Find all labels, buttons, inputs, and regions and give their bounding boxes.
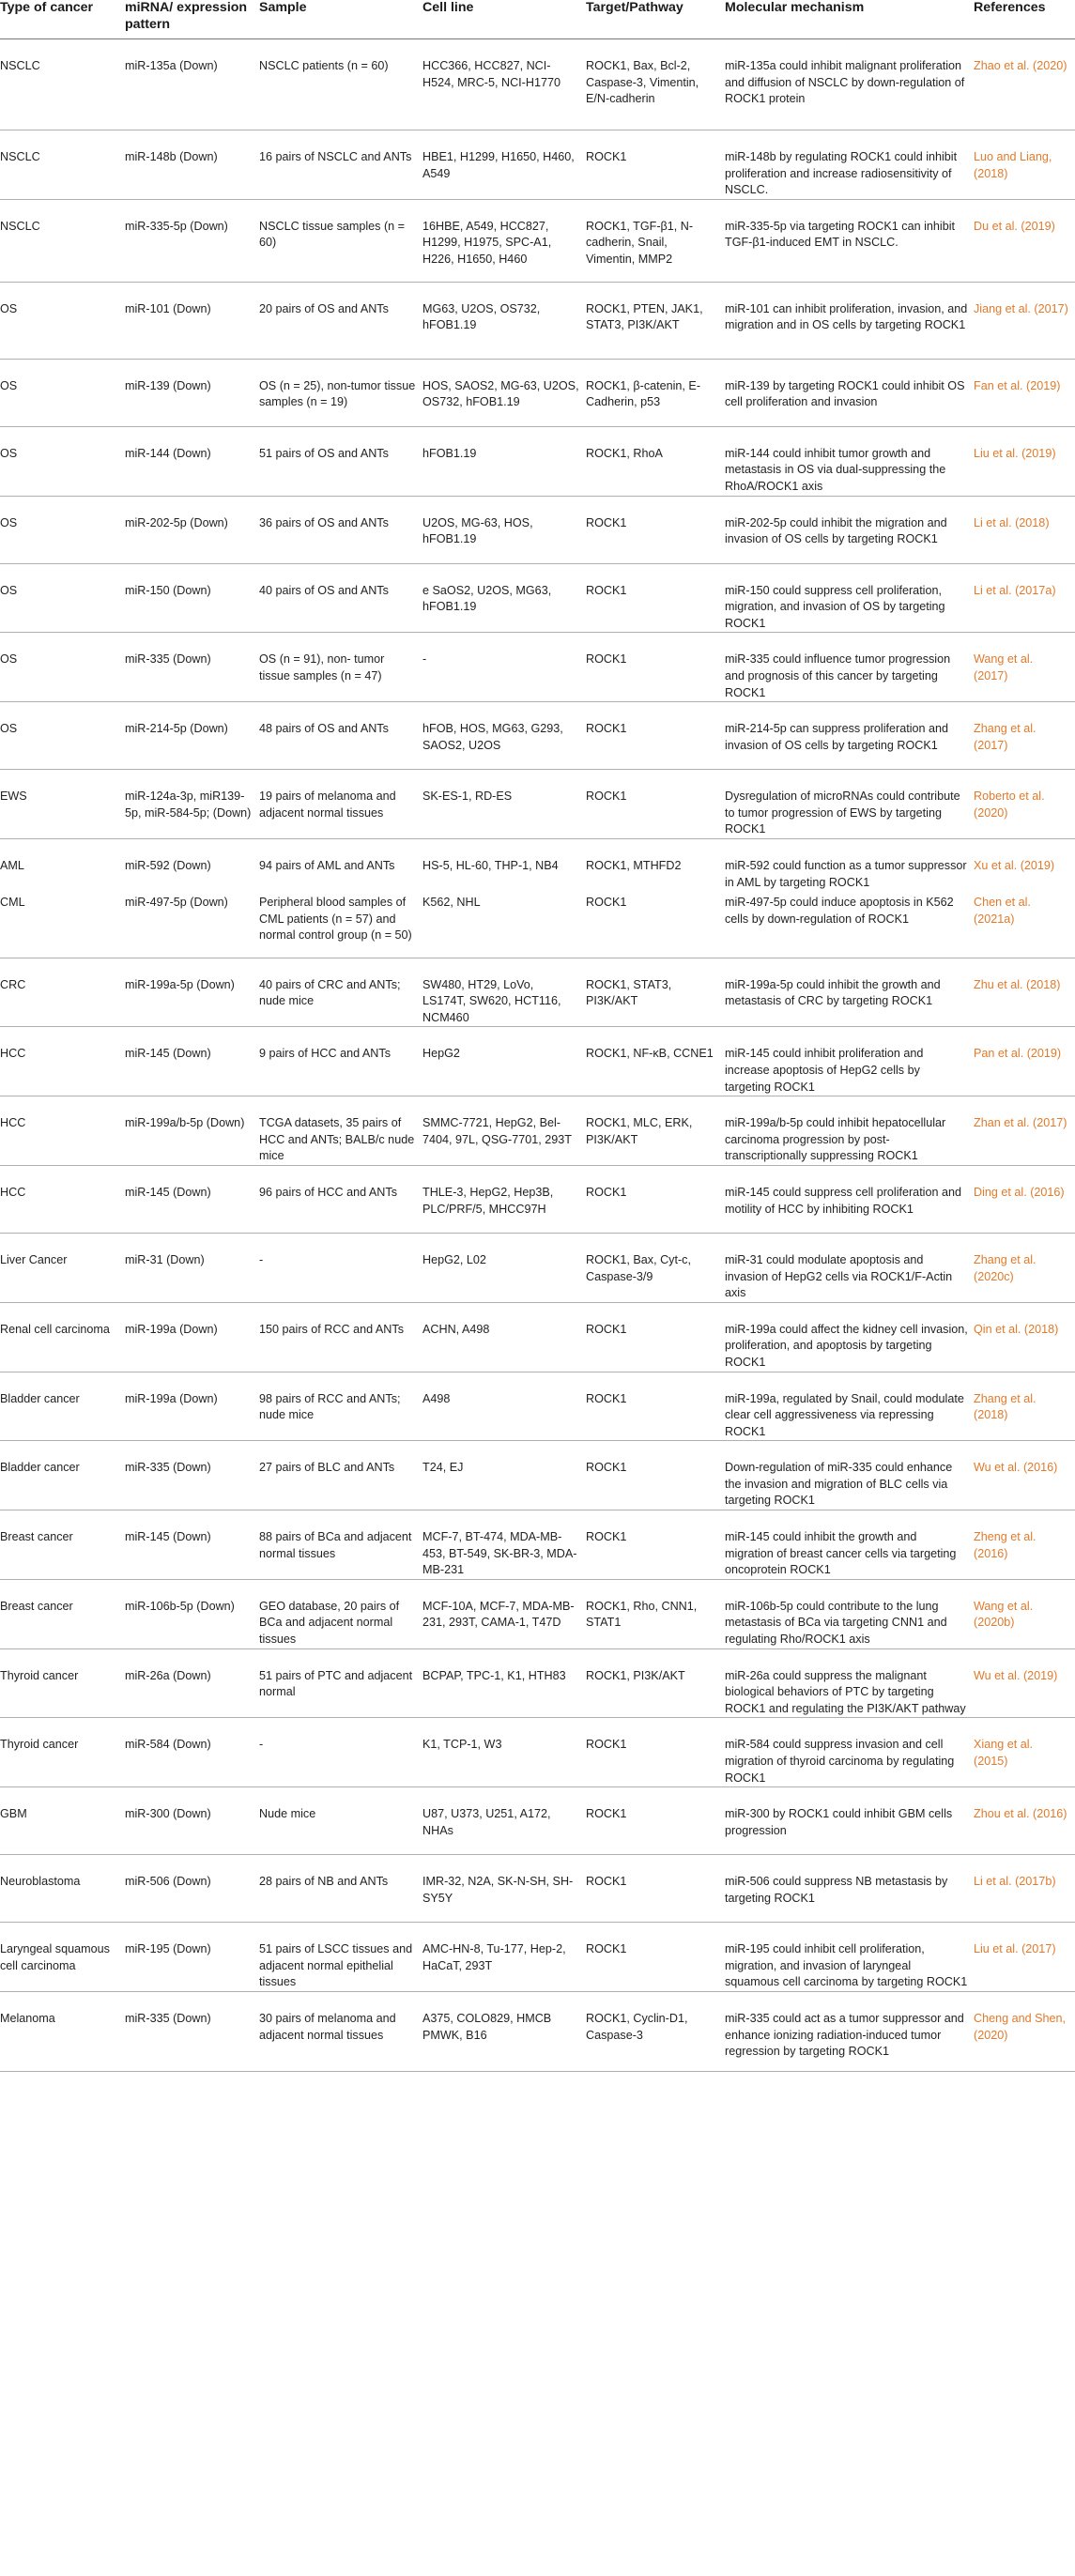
header-target-pathway: Target/Pathway xyxy=(586,0,725,39)
cell-sample: 51 pairs of LSCC tissues and adjacent normal epithelial tissues xyxy=(259,1923,422,1992)
cell-cell-line: HepG2 xyxy=(422,1027,586,1096)
cell-sample: TCGA datasets, 35 pairs of HCC and ANTs; BALB/c nude mice xyxy=(259,1096,422,1166)
table-row xyxy=(0,1233,1075,1302)
cell-cell-line: IMR-32, N2A, SK-N-SH, SH-SY5Y xyxy=(422,1855,586,1923)
cell-sample: 94 pairs of AML and ANTs xyxy=(259,858,395,872)
cell-mechanism: miR-199a, regulated by Snail, could modulate clear cell aggressiveness via repressing ROCK1 xyxy=(725,1372,974,1441)
cell-target: ROCK1 xyxy=(586,130,725,200)
cell-cell-line: SK-ES-1, RD-ES xyxy=(422,770,586,839)
cell-mechanism: miR-148b by regulating ROCK1 could inhibit proliferation and increase radiosensitivity of NSCLC. xyxy=(725,130,974,200)
cell-sample: 150 pairs of RCC and ANTs xyxy=(259,1302,422,1372)
cell-mechanism: miR-135a could inhibit malignant proliferation and diffusion of NSCLC by down-regulation of ROCK1 protein xyxy=(725,39,974,130)
cell-mechanism: miR-199a could affect the kidney cell invasion, proliferation, and apoptosis by targeting ROCK1 xyxy=(725,1302,974,1372)
cell-target: ROCK1 xyxy=(586,633,725,702)
cell-reference[interactable]: Chen et al. (2021a) xyxy=(974,891,1075,958)
cell-target: ROCK1 xyxy=(586,1441,725,1510)
cell-mechanism: miR-26a could suppress the malignant biological behaviors of PTC by targeting ROCK1 and regulating the PI3K/AKT pathway xyxy=(725,1648,974,1718)
cell-target: ROCK1 xyxy=(586,1718,725,1787)
cell-mechanism: Dysregulation of microRNAs could contribute to tumor progression of EWS by targeting ROCK1 xyxy=(725,770,974,839)
cell-type-of-cancer: OS xyxy=(0,563,125,633)
table-row xyxy=(0,838,1075,891)
cell-reference[interactable]: Zhang et al. (2020c) xyxy=(974,1233,1075,1302)
cell-reference[interactable]: Liu et al. (2019) xyxy=(974,426,1075,496)
cell-mechanism: miR-202-5p could inhibit the migration and invasion of OS cells by targeting ROCK1 xyxy=(725,496,974,563)
cell-target: ROCK1, PTEN, JAK1, STAT3, PI3K/AKT xyxy=(586,282,725,359)
table-row xyxy=(0,39,1075,130)
cell-reference[interactable]: Li et al. (2017a) xyxy=(974,563,1075,633)
cell-type-of-cancer: OS xyxy=(0,496,125,563)
cell-mirna: miR-145 (Down) xyxy=(125,1027,259,1096)
cell-mirna: miR-335-5p (Down) xyxy=(125,199,259,282)
cell-mechanism: miR-144 could inhibit tumor growth and metastasis in OS via dual-suppressing the RhoA/ROCK1 axis xyxy=(725,426,974,496)
cell-cell-line: MCF-7, BT-474, MDA-MB-453, BT-549, SK-BR-3, MDA-MB-231 xyxy=(422,1510,586,1580)
cell-cell-line: A375, COLO829, HMCB PMWK, B16 xyxy=(422,1991,586,2071)
cell-type-of-cancer: OS xyxy=(0,359,125,426)
cell-mirna: miR-139 (Down) xyxy=(125,359,259,426)
cell-cell-line: MCF-10A, MCF-7, MDA-MB-231, 293T, CAMA-1, T47D xyxy=(422,1579,586,1648)
cell-cell-line: A498 xyxy=(422,1372,586,1441)
table-row xyxy=(0,1027,1075,1096)
cell-mirna: miR-506 (Down) xyxy=(125,1855,259,1923)
cell-target: ROCK1 xyxy=(586,496,725,563)
cell-cell-line: BCPAP, TPC-1, K1, HTH83 xyxy=(422,1648,586,1718)
cell-mirna: miR-124a-3p, miR139-5p, miR-584-5p; (Down) xyxy=(125,770,259,839)
cell-mirna: miR-335 (Down) xyxy=(125,633,259,702)
cell-target: ROCK1 xyxy=(586,563,725,633)
cell-mechanism: miR-145 could inhibit the growth and migration of breast cancer cells via targeting oncoprotein ROCK1 xyxy=(725,1510,974,1580)
cell-mechanism: miR-150 could suppress cell proliferation, migration, and invasion of OS by targeting ROCK1 xyxy=(725,563,974,633)
cell-reference[interactable]: Li et al. (2017b) xyxy=(974,1855,1075,1923)
cell-type-of-cancer: HCC xyxy=(0,1165,125,1233)
cell-mirna: miR-31 (Down) xyxy=(125,1233,259,1302)
cell-mechanism: miR-335-5p via targeting ROCK1 can inhibit TGF-β1-induced EMT in NSCLC. xyxy=(725,199,974,282)
cell-type-of-cancer: Laryngeal squamous cell carcinoma xyxy=(0,1923,125,1992)
cell-type-of-cancer: OS xyxy=(0,702,125,770)
cell-reference[interactable]: Jiang et al. (2017) xyxy=(974,282,1075,359)
cell-mirna: miR-144 (Down) xyxy=(125,426,259,496)
cell-reference[interactable]: Zheng et al. (2016) xyxy=(974,1510,1075,1580)
header-sample: Sample xyxy=(259,0,422,39)
cell-cell-line: AMC-HN-8, Tu-177, Hep-2, HaCaT, 293T xyxy=(422,1923,586,1992)
cell-reference[interactable]: Xiang et al. (2015) xyxy=(974,1718,1075,1787)
cell-cell-line: K562, NHL xyxy=(422,891,586,958)
cell-type-of-cancer: HCC xyxy=(0,1096,125,1166)
table-row xyxy=(0,359,1075,426)
cell-reference[interactable]: Luo and Liang, (2018) xyxy=(974,130,1075,200)
cell-mechanism: miR-31 could modulate apoptosis and invasion of HepG2 cells via ROCK1/F-Actin axis xyxy=(725,1233,974,1302)
header-row xyxy=(0,0,1075,39)
table-row xyxy=(0,563,1075,633)
cell-mechanism: miR-497-5p could induce apoptosis in K562 cells by down-regulation of ROCK1 xyxy=(725,891,974,958)
cell-reference[interactable]: Zhang et al. (2018) xyxy=(974,1372,1075,1441)
cell-sample: 30 pairs of melanoma and adjacent normal tissues xyxy=(259,1991,422,2071)
cell-mechanism: miR-335 could influence tumor progression and prognosis of this cancer by targeting ROCK1 xyxy=(725,633,974,702)
header-cell-line: Cell line xyxy=(422,0,586,39)
cell-cell-line: T24, EJ xyxy=(422,1441,586,1510)
cell-mechanism: miR-145 could inhibit proliferation and increase apoptosis of HepG2 cells by targeting ROCK1 xyxy=(725,1027,974,1096)
cell-reference[interactable]: Zhan et al. (2017) xyxy=(974,1096,1075,1166)
cell-type-of-cancer: AML xyxy=(0,858,24,872)
cell-reference[interactable]: Qin et al. (2018) xyxy=(974,1302,1075,1372)
cell-type-of-cancer: Bladder cancer xyxy=(0,1372,125,1441)
cell-cell-line: HOS, SAOS2, MG-63, U2OS, OS732, hFOB1.19 xyxy=(422,359,586,426)
cell-type-of-cancer: Renal cell carcinoma xyxy=(0,1302,125,1372)
cell-reference[interactable]: Pan et al. (2019) xyxy=(974,1027,1075,1096)
cell-cell-line: HepG2, L02 xyxy=(422,1233,586,1302)
cell-reference[interactable]: Du et al. (2019) xyxy=(974,199,1075,282)
cell-mechanism: miR-139 by targeting ROCK1 could inhibit OS cell proliferation and invasion xyxy=(725,359,974,426)
cell-mirna: miR-199a-5p (Down) xyxy=(125,958,259,1027)
header-type-of-cancer: Type of cancer xyxy=(0,0,125,39)
cell-target: ROCK1 xyxy=(586,1165,725,1233)
cell-reference[interactable]: Zhou et al. (2016) xyxy=(974,1787,1075,1855)
cell-mirna: miR-497-5p (Down) xyxy=(125,891,259,958)
cell-mechanism: miR-101 can inhibit proliferation, invasion, and migration and in OS cells by targeting ROCK1 xyxy=(725,282,974,359)
cell-sample: 40 pairs of OS and ANTs xyxy=(259,563,422,633)
cell-mechanism: miR-199a-5p could inhibit the growth and metastasis of CRC by targeting ROCK1 xyxy=(725,958,974,1027)
cell-target: ROCK1, Bax, Bcl-2, Caspase-3, Vimentin, E/N-cadherin xyxy=(586,39,725,130)
cell-reference[interactable]: Zhu et al. (2018) xyxy=(974,958,1075,1027)
cell-sample: - xyxy=(259,1718,422,1787)
cell-sample: 51 pairs of OS and ANTs xyxy=(259,426,422,496)
cell-mechanism: miR-145 could suppress cell proliferation and motility of HCC by inhibiting ROCK1 xyxy=(725,1165,974,1233)
cell-reference[interactable]: Xu et al. (2019) xyxy=(974,858,1055,872)
table-row xyxy=(0,1787,1075,1855)
cell-mirna: miR-135a (Down) xyxy=(125,39,259,130)
cell-mirna: miR-199a/b-5p (Down) xyxy=(125,1096,259,1166)
cell-target: ROCK1 xyxy=(586,702,725,770)
cell-cell-line: U87, U373, U251, A172, NHAs xyxy=(422,1787,586,1855)
table-row xyxy=(0,1923,1075,1992)
cell-sample: 40 pairs of CRC and ANTs; nude mice xyxy=(259,958,422,1027)
table-row xyxy=(0,633,1075,702)
cell-cell-line: HCC366, HCC827, NCI-H524, MRC-5, NCI-H1770 xyxy=(422,39,586,130)
table-row xyxy=(0,1648,1075,1718)
table-row xyxy=(0,199,1075,282)
cell-mirna: miR-300 (Down) xyxy=(125,1787,259,1855)
cell-sample: OS (n = 91), non- tumor tissue samples (n = 47) xyxy=(259,633,422,702)
cell-cell-line: U2OS, MG-63, HOS, hFOB1.19 xyxy=(422,496,586,563)
cell-reference[interactable]: Wang et al. (2020b) xyxy=(974,1579,1075,1648)
cell-mirna: miR-145 (Down) xyxy=(125,1510,259,1580)
cell-type-of-cancer: EWS xyxy=(0,770,125,839)
cell-sample: NSCLC tissue samples (n = 60) xyxy=(259,199,422,282)
cell-mechanism: miR-195 could inhibit cell proliferation, migration, and invasion of laryngeal squamous cell carcinoma by targeting ROCK1 xyxy=(725,1923,974,1992)
cell-reference[interactable]: Liu et al. (2017) xyxy=(974,1923,1075,1992)
cell-type-of-cancer: GBM xyxy=(0,1787,125,1855)
cell-mirna: miR-150 (Down) xyxy=(125,563,259,633)
cell-cell-line: MG63, U2OS, OS732, hFOB1.19 xyxy=(422,282,586,359)
table-row xyxy=(0,1441,1075,1510)
cell-target: ROCK1, PI3K/AKT xyxy=(586,1648,725,1718)
cell-type-of-cancer: Neuroblastoma xyxy=(0,1855,125,1923)
cell-type-of-cancer: Thyroid cancer xyxy=(0,1648,125,1718)
cell-reference[interactable]: Roberto et al. (2020) xyxy=(974,770,1075,839)
cell-mechanism: miR-199a/b-5p could inhibit hepatocellular carcinoma progression by post-transcriptionally suppressing ROCK1 xyxy=(725,1096,974,1166)
cell-type-of-cancer: Bladder cancer xyxy=(0,1441,125,1510)
header-molecular-mechanism: Molecular mechanism xyxy=(725,0,974,39)
cell-sample: 88 pairs of BCa and adjacent normal tissues xyxy=(259,1510,422,1580)
table-row xyxy=(0,1165,1075,1233)
cell-target: ROCK1 xyxy=(586,1510,725,1580)
cell-target: ROCK1, TGF-β1, N-cadherin, Snail, Vimentin, MMP2 xyxy=(586,199,725,282)
cell-target: ROCK1, NF-κB, CCNE1 xyxy=(586,1027,725,1096)
table-row xyxy=(0,1579,1075,1648)
cell-reference[interactable]: Cheng and Shen, (2020) xyxy=(974,1991,1075,2071)
cell-reference[interactable]: Ding et al. (2016) xyxy=(974,1165,1075,1233)
cell-sample: 98 pairs of RCC and ANTs; nude mice xyxy=(259,1372,422,1441)
cell-cell-line: K1, TCP-1, W3 xyxy=(422,1718,586,1787)
cell-cell-line: HS-5, HL-60, THP-1, NB4 xyxy=(422,858,559,872)
cell-sample: 20 pairs of OS and ANTs xyxy=(259,282,422,359)
cell-cell-line: SMMC-7721, HepG2, Bel-7404, 97L, QSG-7701, 293T xyxy=(422,1096,586,1166)
cell-target: ROCK1 xyxy=(586,1855,725,1923)
cell-sample: 48 pairs of OS and ANTs xyxy=(259,702,422,770)
cell-cell-line: 16HBE, A549, HCC827, H1299, H1975, SPC-A1, H226, H1650, H460 xyxy=(422,199,586,282)
cell-mirna: miR-199a (Down) xyxy=(125,1372,259,1441)
cell-type-of-cancer: Thyroid cancer xyxy=(0,1718,125,1787)
cell-target: ROCK1, β-catenin, E-Cadherin, p53 xyxy=(586,359,725,426)
cell-mirna: miR-195 (Down) xyxy=(125,1923,259,1992)
table-row xyxy=(0,1855,1075,1923)
cell-type-of-cancer: OS xyxy=(0,633,125,702)
table-row xyxy=(0,1718,1075,1787)
table-row xyxy=(0,1096,1075,1166)
cell-type-of-cancer: CRC xyxy=(0,958,125,1027)
cell-target: ROCK1, RhoA xyxy=(586,426,725,496)
table-row xyxy=(0,1510,1075,1580)
table-row xyxy=(0,702,1075,770)
cell-mechanism: Down-regulation of miR-335 could enhance the invasion and migration of BLC cells via targeting ROCK1 xyxy=(725,1441,974,1510)
cell-reference[interactable]: Li et al. (2018) xyxy=(974,496,1075,563)
cell-target: ROCK1, Bax, Cyt-c, Caspase-3/9 xyxy=(586,1233,725,1302)
cell-target: ROCK1 xyxy=(586,1302,725,1372)
cell-mirna: miR-214-5p (Down) xyxy=(125,702,259,770)
cell-mechanism: miR-335 could act as a tumor suppressor and enhance ionizing radiation-induced tumor regression by targeting ROCK1 xyxy=(725,1991,974,2071)
cell-target: ROCK1 xyxy=(586,770,725,839)
cell-sample: 51 pairs of PTC and adjacent normal xyxy=(259,1648,422,1718)
cell-target: ROCK1, MTHFD2 xyxy=(586,858,682,872)
cell-mirna: miR-145 (Down) xyxy=(125,1165,259,1233)
table-header xyxy=(0,0,1075,39)
cell-reference[interactable]: Wu et al. (2019) xyxy=(974,1648,1075,1718)
cell-sample: NSCLC patients (n = 60) xyxy=(259,39,422,130)
table-row xyxy=(0,130,1075,200)
cell-sample: 9 pairs of HCC and ANTs xyxy=(259,1027,422,1096)
cell-mirna: miR-101 (Down) xyxy=(125,282,259,359)
cell-mirna: miR-202-5p (Down) xyxy=(125,496,259,563)
table-row xyxy=(0,770,1075,839)
cell-mechanism: miR-106b-5p could contribute to the lung metastasis of BCa via targeting CNN1 and regulating Rho/ROCK1 axis xyxy=(725,1579,974,1648)
cell-sample: Nude mice xyxy=(259,1787,422,1855)
cell-cell-line: HBE1, H1299, H1650, H460, A549 xyxy=(422,130,586,200)
cell-mirna: miR-199a (Down) xyxy=(125,1302,259,1372)
cell-sample: Peripheral blood samples of CML patients (n = 57) and normal control group (n = 50) xyxy=(259,891,422,958)
cell-mirna: miR-584 (Down) xyxy=(125,1718,259,1787)
cell-sample: GEO database, 20 pairs of BCa and adjacent normal tissues xyxy=(259,1579,422,1648)
cell-mechanism: miR-592 could function as a tumor suppressor in AML by targeting ROCK1 xyxy=(725,858,967,889)
table-row xyxy=(0,1991,1075,2071)
table-row xyxy=(0,1372,1075,1441)
cell-target: ROCK1 xyxy=(586,1372,725,1441)
table-row xyxy=(0,891,1075,958)
cell-target: ROCK1, MLC, ERK, PI3K/AKT xyxy=(586,1096,725,1166)
cell-cell-line: THLE-3, HepG2, Hep3B, PLC/PRF/5, MHCC97H xyxy=(422,1165,586,1233)
cell-mirna: miR-148b (Down) xyxy=(125,130,259,200)
cell-type-of-cancer: CML xyxy=(0,891,125,958)
cell-cell-line: - xyxy=(422,633,586,702)
cell-sample: 19 pairs of melanoma and adjacent normal tissues xyxy=(259,770,422,839)
cell-type-of-cancer: NSCLC xyxy=(0,39,125,130)
cell-cell-line: hFOB1.19 xyxy=(422,426,586,496)
cell-mirna: miR-335 (Down) xyxy=(125,1441,259,1510)
cell-mechanism: miR-300 by ROCK1 could inhibit GBM cells progression xyxy=(725,1787,974,1855)
cell-mirna: miR-106b-5p (Down) xyxy=(125,1579,259,1648)
cell-cell-line: e SaOS2, U2OS, MG63, hFOB1.19 xyxy=(422,563,586,633)
cell-sample: 28 pairs of NB and ANTs xyxy=(259,1855,422,1923)
cell-type-of-cancer: HCC xyxy=(0,1027,125,1096)
cell-reference[interactable]: Fan et al. (2019) xyxy=(974,359,1075,426)
cell-sample: 96 pairs of HCC and ANTs xyxy=(259,1165,422,1233)
cell-cell-line: hFOB, HOS, MG63, G293, SAOS2, U2OS xyxy=(422,702,586,770)
cell-type-of-cancer: Melanoma xyxy=(0,1991,125,2071)
cell-type-of-cancer: Breast cancer xyxy=(0,1579,125,1648)
cell-type-of-cancer: OS xyxy=(0,426,125,496)
cell-target: ROCK1 xyxy=(586,891,725,958)
header-mirna-expression: miRNA/ expression pattern xyxy=(125,0,259,39)
table-row xyxy=(0,282,1075,359)
cell-mechanism: miR-214-5p can suppress proliferation and invasion of OS cells by targeting ROCK1 xyxy=(725,702,974,770)
cell-cell-line: ACHN, A498 xyxy=(422,1302,586,1372)
table-row xyxy=(0,958,1075,1027)
cell-type-of-cancer: Breast cancer xyxy=(0,1510,125,1580)
cell-mirna: miR-592 (Down) xyxy=(125,858,211,872)
cell-mirna: miR-335 (Down) xyxy=(125,1991,259,2071)
table-row xyxy=(0,496,1075,563)
cell-cell-line: SW480, HT29, LoVo, LS174T, SW620, HCT116, NCM460 xyxy=(422,958,586,1027)
cell-target: ROCK1, Rho, CNN1, STAT1 xyxy=(586,1579,725,1648)
cell-mechanism: miR-584 could suppress invasion and cell migration of thyroid carcinoma by regulating ROCK1 xyxy=(725,1718,974,1787)
table-body xyxy=(0,39,1075,2072)
cell-target: ROCK1, STAT3, PI3K/AKT xyxy=(586,958,725,1027)
cell-sample: 36 pairs of OS and ANTs xyxy=(259,496,422,563)
cell-reference[interactable]: Zhang et al. (2017) xyxy=(974,702,1075,770)
cell-type-of-cancer: NSCLC xyxy=(0,130,125,200)
cell-mechanism: miR-506 could suppress NB metastasis by targeting ROCK1 xyxy=(725,1855,974,1923)
cell-target: ROCK1 xyxy=(586,1923,725,1992)
cell-target: ROCK1, Cyclin-D1, Caspase-3 xyxy=(586,1991,725,2071)
cell-reference[interactable]: Wu et al. (2016) xyxy=(974,1441,1075,1510)
cell-type-of-cancer: Liver Cancer xyxy=(0,1233,125,1302)
cell-reference[interactable]: Zhao et al. (2020) xyxy=(974,39,1075,130)
cell-reference[interactable]: Wang et al. (2017) xyxy=(974,633,1075,702)
cell-type-of-cancer: OS xyxy=(0,282,125,359)
cell-sample: 16 pairs of NSCLC and ANTs xyxy=(259,130,422,200)
cell-mirna: miR-26a (Down) xyxy=(125,1648,259,1718)
cell-sample: OS (n = 25), non-tumor tissue samples (n = 19) xyxy=(259,359,422,426)
cell-sample: 27 pairs of BLC and ANTs xyxy=(259,1441,422,1510)
cell-sample: - xyxy=(259,1233,422,1302)
cell-target: ROCK1 xyxy=(586,1787,725,1855)
table-row xyxy=(0,426,1075,496)
cell-type-of-cancer: NSCLC xyxy=(0,199,125,282)
table-row xyxy=(0,1302,1075,1372)
header-references: References xyxy=(974,0,1075,39)
